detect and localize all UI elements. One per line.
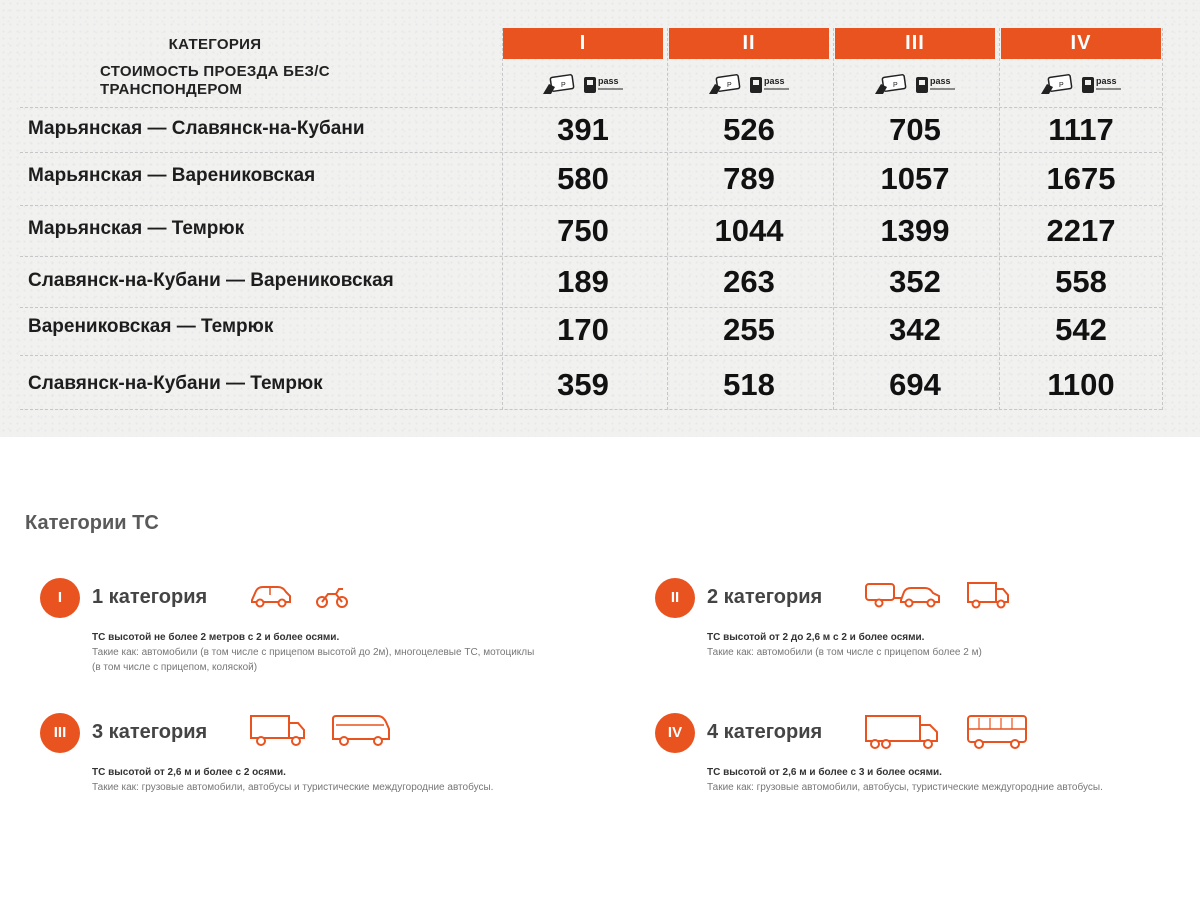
category-requirement: ТС высотой от 2,6 м и более с 2 осями. bbox=[92, 767, 286, 778]
svg-text:pass: pass bbox=[598, 76, 619, 86]
category-description bbox=[707, 765, 1157, 795]
motorcycle-icon bbox=[314, 578, 350, 612]
category-header-4: IV bbox=[1001, 28, 1161, 59]
column-divider bbox=[1162, 28, 1163, 410]
vehicle-category-3 bbox=[40, 713, 560, 833]
price-cell: 518 bbox=[723, 367, 775, 402]
category-title: 3 категория bbox=[92, 721, 208, 743]
price-cell: 1100 bbox=[1047, 367, 1115, 402]
category-examples: Такие как: автомобили (в том числе с прицепом высотой до 2м), многоцелевые ТС, мотоциклы (в том числе с прицепом, коляской) bbox=[92, 647, 535, 673]
van-icon bbox=[965, 578, 1011, 612]
heavy-truck-icon bbox=[863, 713, 941, 753]
category-requirement: ТС высотой от 2,6 м и более с 3 и более осями. bbox=[707, 767, 942, 778]
route-name: Славянск-на-Кубани — Темрюк bbox=[28, 373, 323, 394]
category-title: 2 категория bbox=[707, 586, 823, 608]
cost-header-label: СТОИМОСТЬ ПРОЕЗДА БЕЗ/С ТРАНСПОНДЕРОМ bbox=[100, 63, 330, 98]
category-requirement: ТС высотой не более 2 метров с 2 и более осями. bbox=[92, 632, 340, 643]
vehicle-categories-title: Категории ТС bbox=[25, 512, 159, 534]
category-badge: III bbox=[40, 713, 80, 753]
price-cell: 694 bbox=[889, 367, 941, 402]
row-divider bbox=[20, 409, 1162, 410]
payment-icons bbox=[835, 65, 995, 105]
column-divider bbox=[999, 28, 1000, 410]
payment-icons bbox=[1001, 65, 1161, 105]
svg-text:P: P bbox=[727, 82, 732, 89]
transponder-icon bbox=[707, 74, 743, 96]
vehicle-category-2 bbox=[655, 578, 1175, 698]
price-cell: 1117 bbox=[1048, 112, 1114, 147]
price-cell: 255 bbox=[723, 312, 775, 347]
vehicle-category-1 bbox=[40, 578, 560, 698]
car-with-trailer-icon bbox=[863, 578, 943, 612]
category-badge: II bbox=[655, 578, 695, 618]
svg-text:P: P bbox=[893, 82, 898, 89]
svg-text:pass: pass bbox=[1096, 76, 1117, 86]
row-divider bbox=[20, 107, 1162, 108]
route-name: Марьянская — Варениковская bbox=[28, 165, 316, 186]
price-cell: 705 bbox=[889, 112, 941, 147]
category-description bbox=[92, 765, 542, 795]
category-examples: Такие как: автомобили (в том числе с прицепом более 2 м) bbox=[707, 647, 982, 658]
price-cell: 558 bbox=[1055, 264, 1107, 299]
tariff-table bbox=[0, 0, 1200, 437]
row-divider bbox=[20, 307, 1162, 308]
category-examples: Такие как: грузовые автомобили, автобусы, туристические междугородние автобусы. bbox=[707, 782, 1103, 793]
minibus-icon bbox=[330, 713, 392, 749]
payment-icons bbox=[669, 65, 829, 105]
pass-logo-icon bbox=[1081, 74, 1123, 96]
pass-logo-icon bbox=[915, 74, 957, 96]
row-divider bbox=[20, 152, 1162, 153]
price-cell: 750 bbox=[557, 213, 609, 248]
price-cell: 359 bbox=[557, 367, 609, 402]
category-badge: I bbox=[40, 578, 80, 618]
svg-text:P: P bbox=[1059, 82, 1064, 89]
svg-text:P: P bbox=[561, 82, 566, 89]
route-name: Варениковская — Темрюк bbox=[28, 316, 274, 337]
category-description bbox=[92, 630, 542, 675]
row-divider bbox=[20, 355, 1162, 356]
category-requirement: ТС высотой от 2 до 2,6 м с 2 и более осями. bbox=[707, 632, 925, 643]
price-cell: 526 bbox=[723, 112, 775, 147]
transponder-icon bbox=[873, 74, 909, 96]
svg-text:pass: pass bbox=[764, 76, 785, 86]
pass-logo-icon bbox=[583, 74, 625, 96]
price-cell: 1675 bbox=[1046, 161, 1116, 196]
price-cell: 542 bbox=[1055, 312, 1107, 347]
price-cell: 342 bbox=[889, 312, 941, 347]
transponder-icon bbox=[1039, 74, 1075, 96]
category-header-1: I bbox=[503, 28, 663, 59]
car-icon bbox=[248, 578, 294, 612]
category-header-label: КАТЕГОРИЯ bbox=[168, 36, 262, 53]
truck-icon bbox=[248, 713, 308, 749]
route-name: Марьянская — Темрюк bbox=[28, 218, 245, 239]
category-header-2: II bbox=[669, 28, 829, 59]
price-cell: 352 bbox=[889, 264, 941, 299]
column-divider bbox=[833, 28, 834, 410]
route-name: Славянск-на-Кубани — Варениковская bbox=[28, 270, 394, 291]
category-badge: IV bbox=[655, 713, 695, 753]
category-title: 1 категория bbox=[92, 586, 208, 608]
svg-text:pass: pass bbox=[930, 76, 951, 86]
price-cell: 2217 bbox=[1046, 213, 1116, 248]
price-cell: 391 bbox=[557, 112, 609, 147]
price-cell: 263 bbox=[723, 264, 775, 299]
column-divider bbox=[667, 28, 668, 410]
category-description bbox=[707, 630, 1157, 660]
price-cell: 580 bbox=[557, 161, 609, 196]
row-divider bbox=[20, 205, 1162, 206]
payment-icons bbox=[503, 65, 663, 105]
pass-logo-icon bbox=[749, 74, 791, 96]
price-cell: 1399 bbox=[880, 213, 950, 248]
category-examples: Такие как: грузовые автомобили, автобусы и туристические междугородние автобусы. bbox=[92, 782, 494, 793]
price-cell: 189 bbox=[557, 264, 609, 299]
category-header-3: III bbox=[835, 28, 995, 59]
transponder-icon bbox=[541, 74, 577, 96]
row-divider bbox=[20, 256, 1162, 257]
price-cell: 1057 bbox=[880, 161, 950, 196]
route-name: Марьянская — Славянск-на-Кубани bbox=[28, 118, 365, 139]
vehicle-category-4 bbox=[655, 713, 1175, 833]
price-cell: 170 bbox=[557, 312, 609, 347]
bus-icon bbox=[965, 713, 1031, 753]
price-cell: 1044 bbox=[714, 213, 784, 248]
price-cell: 789 bbox=[723, 161, 775, 196]
category-title: 4 категория bbox=[707, 721, 823, 743]
